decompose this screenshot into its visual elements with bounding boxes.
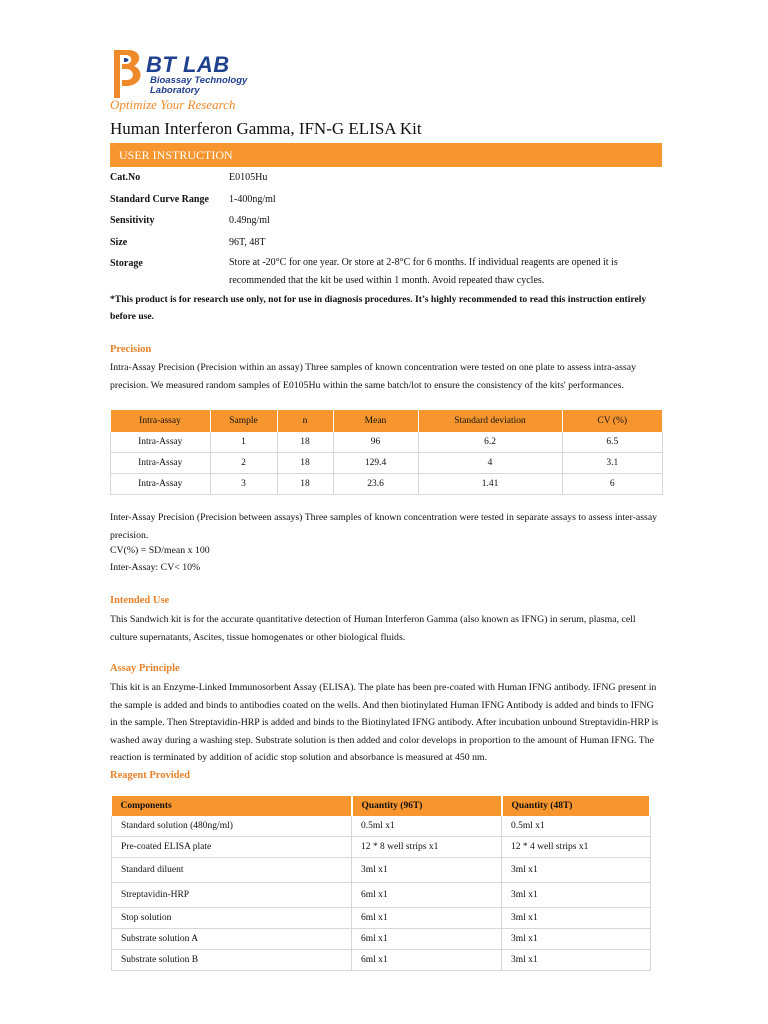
table-cell: 6.5 — [562, 432, 663, 453]
logo-subtitle — [150, 76, 270, 96]
table-cell: Stop solution — [112, 908, 352, 929]
table-cell: 3ml x1 — [502, 908, 651, 929]
table-cell: 2 — [210, 453, 277, 474]
table-row — [112, 837, 651, 858]
col-header: Sample — [210, 410, 277, 432]
logo-title: BT LAB — [146, 52, 230, 77]
table-cell: 96 — [333, 432, 418, 453]
sensitivity-value: 0.49ng/ml — [229, 215, 270, 226]
table-cell: 18 — [277, 474, 333, 495]
table-cell: 3ml x1 — [502, 929, 651, 950]
table-cell: Intra-Assay — [111, 432, 211, 453]
table-cell: 18 — [277, 432, 333, 453]
table-cell: 1.41 — [418, 474, 562, 495]
sensitivity-label: Sensitivity — [110, 215, 155, 226]
range-label: Standard Curve Range — [110, 194, 209, 205]
page-title: Human Interferon Gamma, IFN-G ELISA Kit — [110, 119, 422, 138]
user-instruction-banner: USER INSTRUCTION — [110, 143, 662, 167]
table-row — [111, 432, 663, 453]
table-cell: 18 — [277, 453, 333, 474]
table-cell: 0.5ml x1 — [352, 816, 502, 837]
cv-formula: CV(%) = SD/mean x 100 — [110, 545, 210, 556]
table-cell: 1 — [210, 432, 277, 453]
table-cell: 3ml x1 — [502, 950, 651, 971]
range-value: 1-400ng/ml — [229, 194, 276, 205]
table-row — [112, 816, 651, 837]
table-cell: 23.6 — [333, 474, 418, 495]
size-label: Size — [110, 237, 128, 248]
logo-subtitle-line1: Bioassay Technology — [150, 75, 248, 86]
col-header: Standard deviation — [418, 410, 562, 432]
reagent-table-header — [112, 796, 651, 816]
tagline: Optimize Your Research — [110, 97, 236, 112]
table-cell: Streptavidin-HRP — [112, 883, 352, 908]
precision-table-header — [111, 410, 663, 432]
table-cell: 6ml x1 — [352, 908, 502, 929]
size-value: 96T, 48T — [229, 237, 266, 248]
catno-value: E0105Hu — [229, 172, 268, 183]
table-row — [112, 950, 651, 971]
table-cell: 6 — [562, 474, 663, 495]
precision-heading: Precision — [110, 344, 152, 355]
table-cell: Substrate solution A — [112, 929, 352, 950]
precision-table — [110, 410, 663, 495]
assay-principle-heading: Assay Principle — [110, 663, 180, 674]
table-cell: 12 * 8 well strips x1 — [352, 837, 502, 858]
col-header: Intra-assay — [111, 410, 211, 432]
table-cell: Pre-coated ELISA plate — [112, 837, 352, 858]
table-cell: 4 — [418, 453, 562, 474]
table-cell: 3ml x1 — [502, 858, 651, 883]
table-cell: 3.1 — [562, 453, 663, 474]
table-row — [112, 883, 651, 908]
storage-value: Store at -20°C for one year. Or store at 2-8°C for 6 months. If individual reagents are opened it is recommended that the kit be used within 1 month. Avoid repeated thaw cycles. — [229, 257, 618, 286]
table-cell: 6ml x1 — [352, 950, 502, 971]
table-row — [112, 858, 651, 883]
table-cell: Standard solution (480ng/ml) — [112, 816, 352, 837]
table-cell: 12 * 4 well strips x1 — [502, 837, 651, 858]
table-cell: Standard diluent — [112, 858, 352, 883]
table-cell: 3ml x1 — [352, 858, 502, 883]
table-cell: 0.5ml x1 — [502, 816, 651, 837]
table-cell: Intra-Assay — [111, 453, 211, 474]
inter-assay-text: Inter-Assay Precision (Precision between assays) Three samples of known concentration were tested in separate assays to assess inter-assay precision. — [110, 512, 658, 541]
col-header: Components — [112, 796, 352, 816]
col-header: n — [277, 410, 333, 432]
col-header: Quantity (48T) — [502, 796, 651, 816]
table-row — [112, 929, 651, 950]
col-header: CV (%) — [562, 410, 663, 432]
table-cell: 3ml x1 — [502, 883, 651, 908]
disclaimer: *This product is for research use only, not for use in diagnosis procedures. It’s highly recommended to read this instruction entirely before use. — [110, 294, 647, 322]
table-cell: 6ml x1 — [352, 883, 502, 908]
assay-principle-text: This kit is an Enzyme-Linked Immunosorbent Assay (ELISA). The plate has been pre-coated with Human IFNG antibody. IFNG present in the sample is added and binds to antibodies coated on the wells. And then biotinylated Human IFNG Antibody is added and binds to IFNG in the sample. Then Streptavidin-HRP is added and binds to the Biotinylated IFNG antibody. After incubation unbound Streptavidin-HRP is washed away during a washing step. Substrate solution is then added and color develops in proportion to the amount of Human IFNG. The reaction is terminated by addition of acidic stop solution and absorbance is measured at 450 nm. — [110, 682, 659, 763]
table-row — [111, 453, 663, 474]
reagent-provided-heading: Reagent Provided — [110, 770, 191, 781]
table-row — [112, 908, 651, 929]
catno-label: Cat.No — [110, 172, 141, 183]
inter-assay-cv: Inter-Assay: CV< 10% — [110, 562, 201, 573]
reagent-table — [111, 796, 651, 971]
intended-use-heading: Intended Use — [110, 595, 170, 606]
table-row — [111, 474, 663, 495]
bt-lab-logo — [110, 46, 270, 102]
table-cell: 129.4 — [333, 453, 418, 474]
bt-lab-logo-icon — [110, 46, 150, 102]
intended-use-text: This Sandwich kit is for the accurate quantitative detection of Human Interferon Gamma (also known as IFNG) in serum, plasma, cell culture supernatants, Ascites, tissue homogenates or other biological fluids. — [110, 614, 636, 643]
storage-label: Storage — [110, 258, 143, 269]
table-cell: 6.2 — [418, 432, 562, 453]
table-cell: 3 — [210, 474, 277, 495]
table-cell: Intra-Assay — [111, 474, 211, 495]
intra-assay-text: Intra-Assay Precision (Precision within an assay) Three samples of known concentration were tested on one plate to assess intra-assay precision. We measured random samples of E0105Hu within the same batch/lot to ensure the consistency of the kits' performances. — [110, 362, 636, 391]
col-header: Mean — [333, 410, 418, 432]
table-cell: 6ml x1 — [352, 929, 502, 950]
logo-subtitle-line2: Laboratory — [150, 85, 200, 96]
table-cell: Substrate solution B — [112, 950, 352, 971]
col-header: Quantity (96T) — [352, 796, 502, 816]
